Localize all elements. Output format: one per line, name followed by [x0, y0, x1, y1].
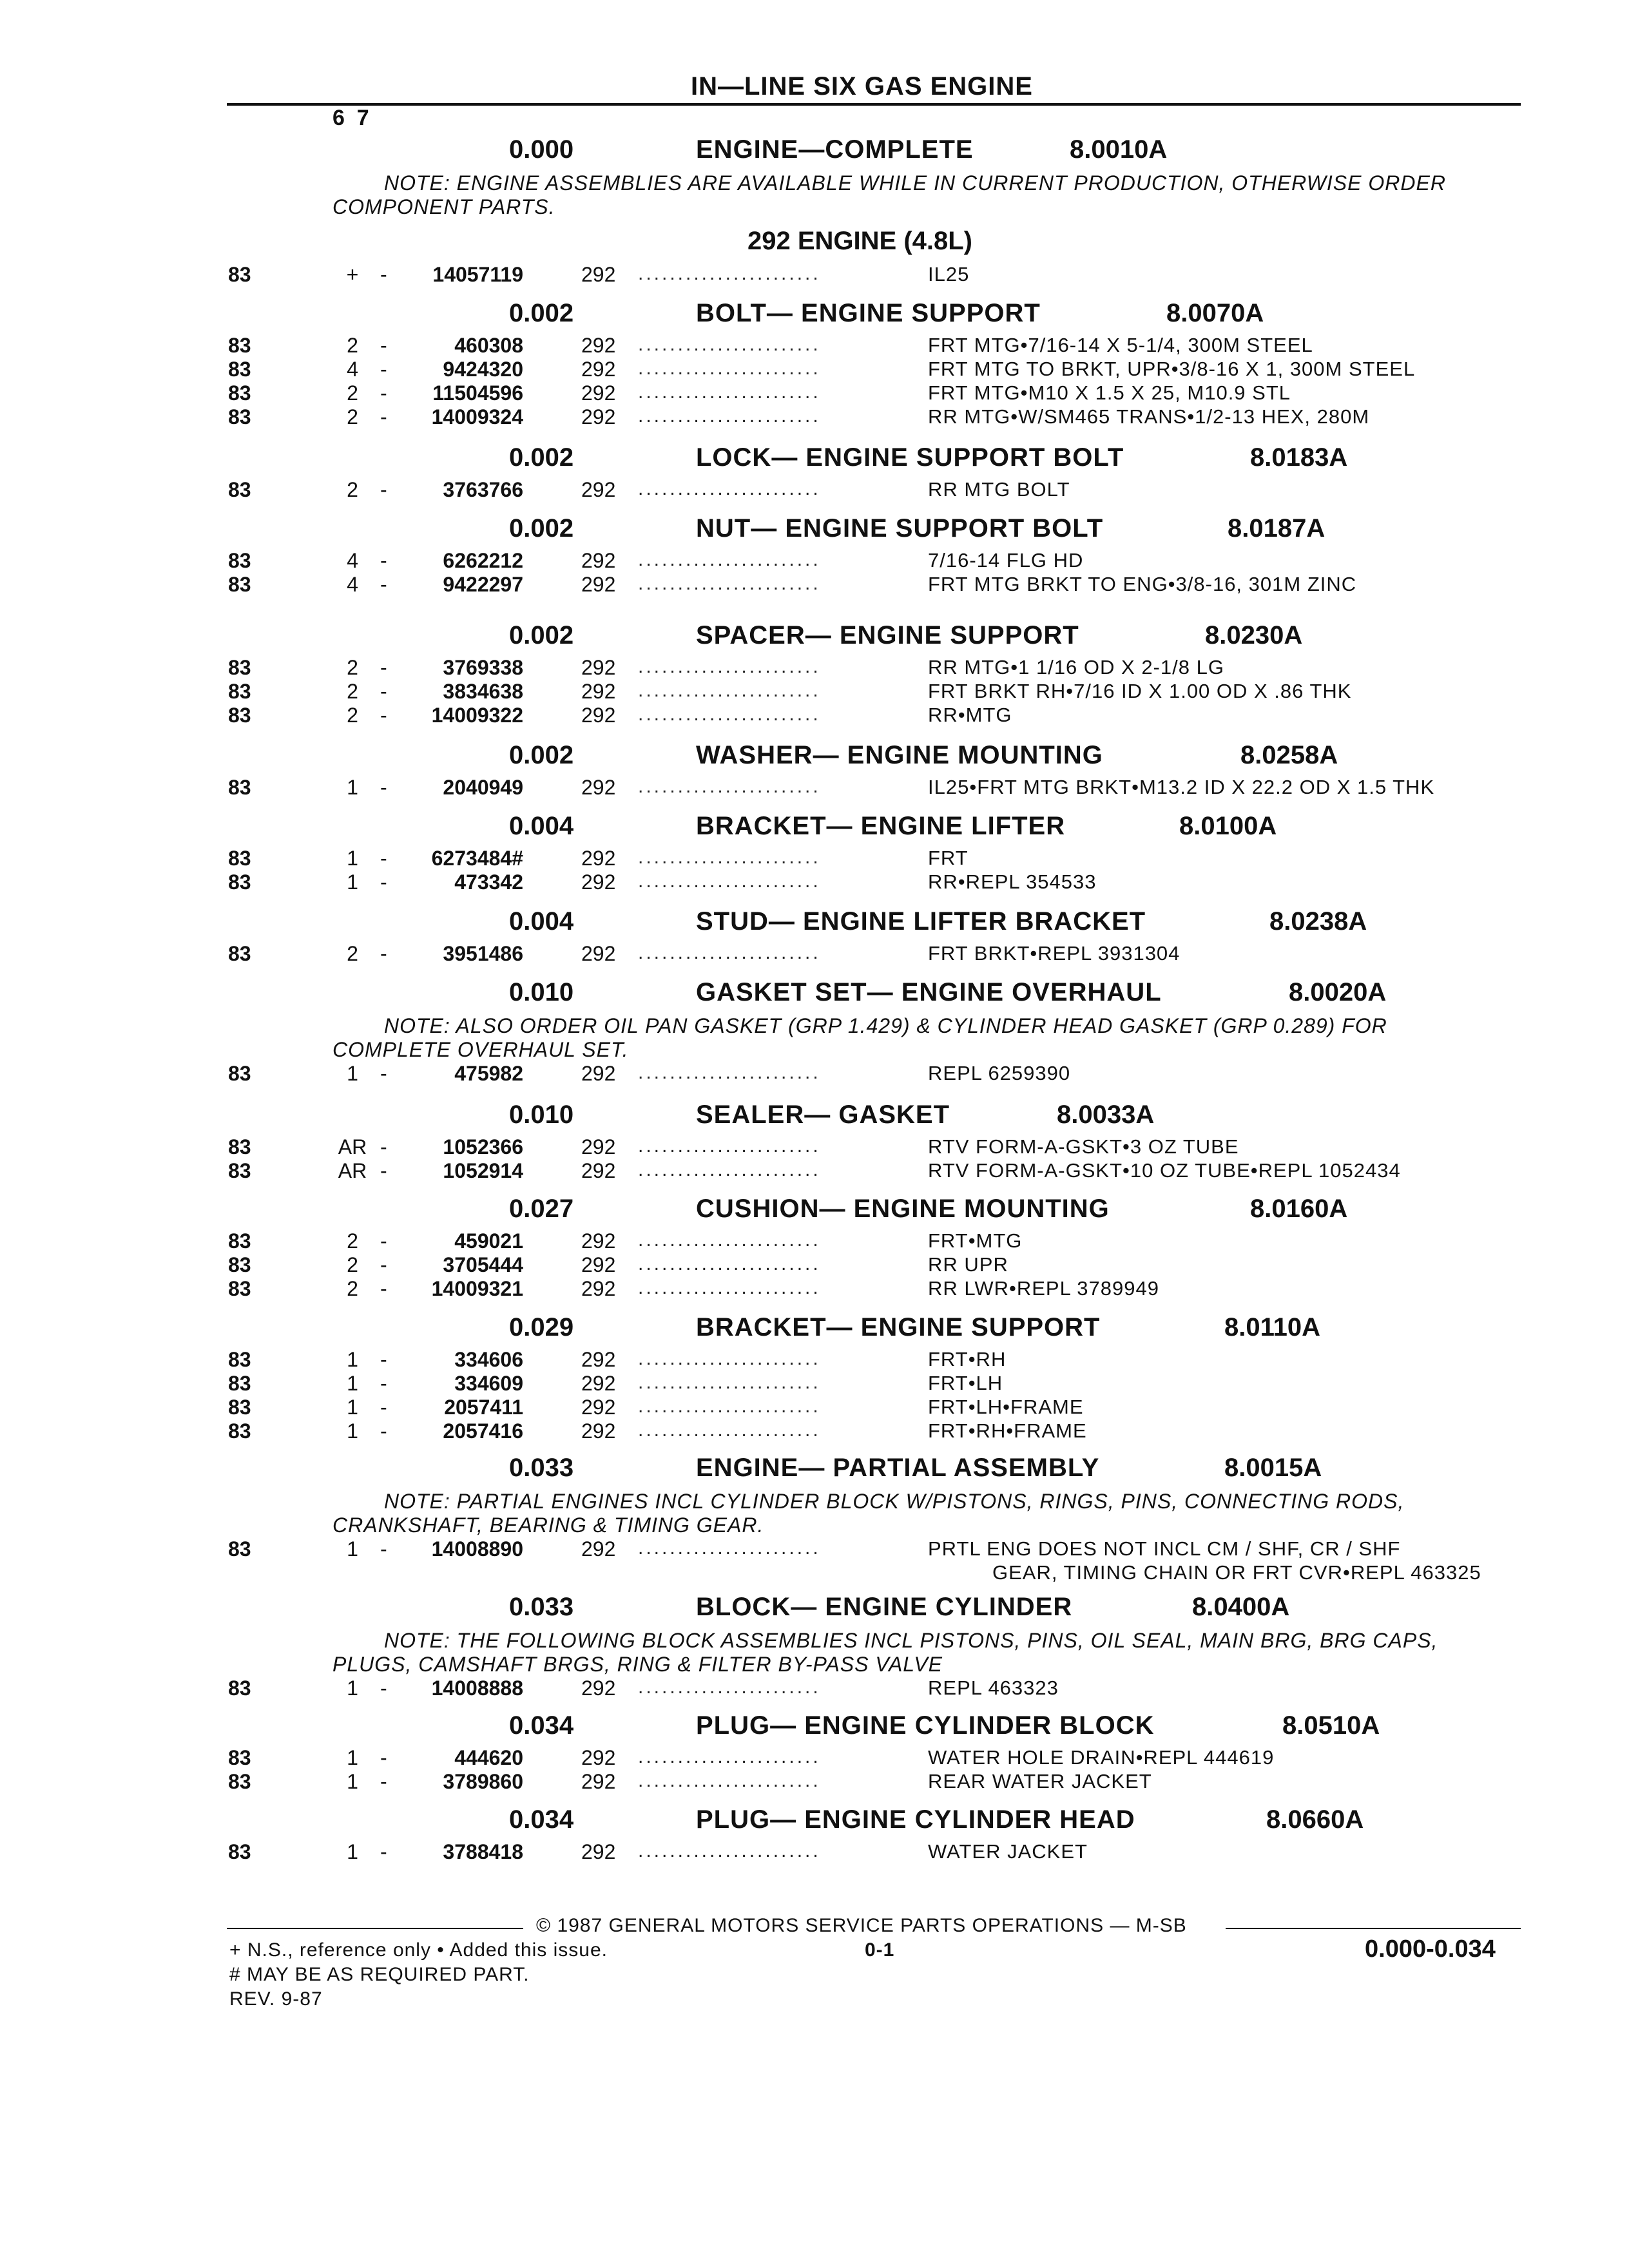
part-number: 459021: [454, 1229, 523, 1253]
group-name: CUSHION— ENGINE MOUNTING: [696, 1195, 1110, 1223]
group-reference: 0.027: [509, 1195, 574, 1223]
revision-date: REV. 9-87: [229, 1988, 323, 2010]
dot-leader: .......................: [638, 405, 821, 427]
group-note-line: NOTE: PARTIAL ENGINES INCL CYLINDER BLOCK W/PISTONS, RINGS, PINS, CONNECTING RODS,: [384, 1490, 1405, 1513]
group-code: 8.0187A: [1228, 514, 1325, 543]
part-description: RR LWR•REPL 3789949: [928, 1277, 1159, 1300]
part-description: WATER HOLE DRAIN•REPL 444619: [928, 1746, 1275, 1769]
engine-code: 292: [581, 1348, 616, 1371]
dot-leader: .......................: [638, 1537, 821, 1559]
dot-leader: .......................: [638, 870, 821, 892]
dash-separator: -: [380, 1135, 387, 1158]
engine-code: 292: [581, 870, 616, 894]
part-number: 14009324: [431, 405, 523, 428]
dash-separator: -: [380, 1253, 387, 1276]
part-number: 3769338: [443, 656, 523, 679]
group-name: ENGINE— PARTIAL ASSEMBLY: [696, 1454, 1100, 1482]
part-description: FRT BRKT•REPL 3931304: [928, 942, 1181, 965]
dash-separator: -: [380, 1419, 387, 1443]
dash-separator: -: [380, 704, 387, 727]
quantity: 1: [347, 1396, 358, 1419]
group-code: 8.0400A: [1192, 1593, 1290, 1621]
model-year: 83: [228, 870, 251, 894]
quantity: 1: [347, 847, 358, 870]
part-number: 3951486: [443, 942, 523, 965]
dot-leader: .......................: [638, 1372, 821, 1393]
engine-code: 292: [581, 1537, 616, 1561]
group-name: GASKET SET— ENGINE OVERHAUL: [696, 978, 1162, 1006]
group-name: NUT— ENGINE SUPPORT BOLT: [696, 514, 1104, 543]
dash-separator: -: [380, 776, 387, 799]
part-description: RTV FORM-A-GSKT•3 OZ TUBE: [928, 1135, 1239, 1158]
group-name: BLOCK— ENGINE CYLINDER: [696, 1593, 1073, 1621]
group-name: PLUG— ENGINE CYLINDER HEAD: [696, 1805, 1135, 1834]
model-year: 83: [228, 1253, 251, 1276]
group-name: BRACKET— ENGINE LIFTER: [696, 812, 1066, 840]
model-year: 83: [228, 1159, 251, 1182]
legend-not-serviced: + N.S., reference only • Added this issue.: [229, 1939, 608, 1961]
part-number: 334609: [454, 1372, 523, 1395]
part-number: 2057411: [444, 1396, 523, 1419]
part-description: IL25: [928, 263, 970, 285]
dot-leader: .......................: [638, 776, 821, 797]
dash-separator: -: [380, 1159, 387, 1182]
quantity: 2: [347, 381, 358, 405]
model-year: 83: [228, 1537, 251, 1561]
part-description: RR UPR: [928, 1253, 1008, 1276]
part-description: FRT•MTG: [928, 1229, 1023, 1252]
part-description: FRT•LH: [928, 1372, 1003, 1394]
model-year: 83: [228, 1062, 251, 1085]
quantity: 2: [347, 704, 358, 727]
group-reference: 0.002: [509, 621, 574, 649]
group-name: SEALER— GASKET: [696, 1100, 950, 1129]
part-description: WATER JACKET: [928, 1840, 1088, 1863]
model-year: 83: [228, 1229, 251, 1253]
quantity: 2: [347, 656, 358, 679]
dot-leader: .......................: [638, 847, 821, 868]
group-reference: 0.034: [509, 1711, 574, 1740]
group-reference: 0.002: [509, 514, 574, 543]
group-reference: 0.004: [509, 812, 574, 840]
part-number: 6273484#: [431, 847, 523, 870]
part-description: REPL 6259390: [928, 1062, 1071, 1084]
part-number: 6262212: [443, 549, 523, 572]
part-description: FRT MTG TO BRKT, UPR•3/8-16 X 1, 300M STEEL: [928, 358, 1416, 380]
engine-code: 292: [581, 1372, 616, 1395]
dash-separator: -: [380, 1677, 387, 1700]
part-description: GEAR, TIMING CHAIN OR FRT CVR•REPL 463325: [992, 1561, 1481, 1584]
dash-separator: -: [380, 870, 387, 894]
model-year: 83: [228, 847, 251, 870]
engine-code: 292: [581, 704, 616, 727]
dot-leader: .......................: [638, 1229, 821, 1251]
model-year: 83: [228, 1840, 251, 1863]
quantity: 1: [347, 1746, 358, 1769]
model-year: 83: [228, 1372, 251, 1395]
legend-as-required: # MAY BE AS REQUIRED PART.: [229, 1964, 530, 1985]
part-number: 460308: [454, 334, 523, 357]
quantity: 4: [347, 573, 358, 596]
dot-leader: .......................: [638, 1277, 821, 1298]
engine-code: 292: [581, 1677, 616, 1700]
dash-separator: -: [380, 1396, 387, 1419]
quantity: 2: [347, 1277, 358, 1300]
part-description: REPL 463323: [928, 1677, 1059, 1699]
engine-code: 292: [581, 1229, 616, 1253]
part-number: 2040949: [443, 776, 523, 799]
group-name: LOCK— ENGINE SUPPORT BOLT: [696, 443, 1124, 472]
quantity: 4: [347, 358, 358, 381]
part-number: 1052366: [443, 1135, 523, 1158]
part-number: 14009321: [431, 1277, 523, 1300]
model-year: 83: [228, 1419, 251, 1443]
model-year: 83: [228, 776, 251, 799]
group-reference: 0.004: [509, 907, 574, 936]
engine-code: 292: [581, 405, 616, 428]
part-description: REAR WATER JACKET: [928, 1770, 1152, 1792]
engine-code: 292: [581, 1396, 616, 1419]
dot-leader: .......................: [638, 656, 821, 677]
model-year: 83: [228, 478, 251, 501]
quantity: 1: [347, 1677, 358, 1700]
engine-code: 292: [581, 478, 616, 501]
model-year: 83: [228, 1135, 251, 1158]
dot-leader: .......................: [638, 573, 821, 594]
group-code: 8.0033A: [1057, 1100, 1155, 1129]
model-year: 83: [228, 381, 251, 405]
engine-code: 292: [581, 549, 616, 572]
quantity: 4: [347, 549, 358, 572]
quantity: 1: [347, 1062, 358, 1085]
engine-code: 292: [581, 1159, 616, 1182]
engine-code: 292: [581, 573, 616, 596]
group-code: 8.0100A: [1179, 812, 1277, 840]
part-number: 3705444: [443, 1253, 523, 1276]
part-number: 3834638: [443, 680, 523, 703]
quantity: 1: [347, 1348, 358, 1371]
group-note-line: NOTE: THE FOLLOWING BLOCK ASSEMBLIES INCL PISTONS, PINS, OIL SEAL, MAIN BRG, BRG CAPS,: [384, 1629, 1438, 1652]
part-number: 473342: [454, 870, 523, 894]
group-code: 8.0070A: [1166, 299, 1264, 327]
dash-separator: -: [380, 1348, 387, 1371]
group-reference: 0.002: [509, 443, 574, 472]
engine-code: 292: [581, 776, 616, 799]
quantity: 2: [347, 334, 358, 357]
part-description: FRT•RH•FRAME: [928, 1419, 1087, 1442]
model-year: 83: [228, 405, 251, 428]
part-description: PRTL ENG DOES NOT INCL CM / SHF, CR / SHF: [928, 1537, 1401, 1560]
dot-leader: .......................: [638, 358, 821, 379]
page-title: IN—LINE SIX GAS ENGINE: [691, 72, 1033, 101]
group-name: BOLT— ENGINE SUPPORT: [696, 299, 1041, 327]
dot-leader: .......................: [638, 1062, 821, 1083]
quantity: 2: [347, 680, 358, 703]
dot-leader: .......................: [638, 381, 821, 403]
group-note-line: CRANKSHAFT, BEARING & TIMING GEAR.: [333, 1514, 764, 1537]
group-code: 8.0510A: [1282, 1711, 1380, 1740]
dot-leader: .......................: [638, 1770, 821, 1791]
dot-leader: .......................: [638, 1840, 821, 1861]
part-description: RR MTG BOLT: [928, 478, 1070, 501]
dot-leader: .......................: [638, 942, 821, 963]
quantity: +: [346, 263, 359, 286]
dash-separator: -: [380, 358, 387, 381]
engine-code: 292: [581, 334, 616, 357]
dash-separator: -: [380, 1770, 387, 1793]
dash-separator: -: [380, 405, 387, 428]
part-description: FRT MTG•7/16-14 X 5-1/4, 300M STEEL: [928, 334, 1313, 356]
dot-leader: .......................: [638, 1159, 821, 1180]
dot-leader: .......................: [638, 1348, 821, 1369]
model-year: 83: [228, 1396, 251, 1419]
quantity: 1: [347, 1770, 358, 1793]
model-year: 83: [228, 942, 251, 965]
quantity: 2: [347, 478, 358, 501]
group-name: PLUG— ENGINE CYLINDER BLOCK: [696, 1711, 1155, 1740]
part-description: RR•MTG: [928, 704, 1012, 726]
engine-code: 292: [581, 847, 616, 870]
part-number: 14008888: [431, 1677, 523, 1700]
dash-separator: -: [380, 1537, 387, 1561]
engine-code: 292: [581, 942, 616, 965]
quantity: 2: [347, 942, 358, 965]
dot-leader: .......................: [638, 549, 821, 570]
model-year: 83: [228, 1277, 251, 1300]
dot-leader: .......................: [638, 1396, 821, 1417]
group-reference: 0.010: [509, 978, 574, 1006]
quantity: 1: [347, 1840, 358, 1863]
group-reference: 0.034: [509, 1805, 574, 1834]
model-year: 83: [228, 358, 251, 381]
part-description: RR MTG•1 1/16 OD X 2-1/8 LG: [928, 656, 1224, 678]
part-number: 475982: [454, 1062, 523, 1085]
engine-code: 292: [581, 263, 616, 286]
group-reference: 0.000: [509, 135, 574, 164]
quantity: 1: [347, 776, 358, 799]
dash-separator: -: [380, 1372, 387, 1395]
engine-code: 292: [581, 1840, 616, 1863]
model-year: 83: [228, 263, 251, 286]
dash-separator: -: [380, 1840, 387, 1863]
dash-separator: -: [380, 478, 387, 501]
dash-separator: -: [380, 334, 387, 357]
page-number: 0-1: [865, 1939, 895, 1961]
model-year: 83: [228, 656, 251, 679]
header-rule: [227, 103, 1521, 106]
group-code: 8.0020A: [1289, 978, 1387, 1006]
part-number: 14008890: [431, 1537, 523, 1561]
part-description: RTV FORM-A-GSKT•10 OZ TUBE•REPL 1052434: [928, 1159, 1401, 1182]
group-code: 8.0010A: [1070, 135, 1168, 164]
model-year: 83: [228, 1348, 251, 1371]
part-number: 14057119: [432, 263, 523, 286]
part-description: FRT: [928, 847, 969, 869]
group-reference: 0.010: [509, 1100, 574, 1129]
part-description: FRT•RH: [928, 1348, 1007, 1370]
group-name: WASHER— ENGINE MOUNTING: [696, 741, 1103, 769]
group-reference: 0.033: [509, 1454, 574, 1482]
engine-subheading: 292 ENGINE (4.8L): [747, 227, 973, 255]
group-reference: 0.002: [509, 299, 574, 327]
copyright-line: © 1987 GENERAL MOTORS SERVICE PARTS OPERATIONS — M-SB: [536, 1915, 1187, 1936]
group-code: 8.0183A: [1250, 443, 1348, 472]
dot-leader: .......................: [638, 1746, 821, 1767]
engine-code: 292: [581, 1277, 616, 1300]
dash-separator: -: [380, 1277, 387, 1300]
quantity: 1: [347, 1537, 358, 1561]
part-number: 9424320: [443, 358, 523, 381]
dash-separator: -: [380, 1229, 387, 1253]
dot-leader: .......................: [638, 1135, 821, 1157]
part-number: 9422297: [443, 573, 523, 596]
group-code: 8.0110A: [1224, 1313, 1321, 1341]
group-name: STUD— ENGINE LIFTER BRACKET: [696, 907, 1146, 936]
group-note-line: COMPONENT PARTS.: [333, 195, 555, 218]
part-number: 11504596: [432, 381, 523, 405]
engine-code: 292: [581, 1770, 616, 1793]
group-reference: 0.002: [509, 741, 574, 769]
dot-leader: .......................: [638, 263, 821, 284]
group-code: 8.0238A: [1269, 907, 1367, 936]
group-reference: 0.029: [509, 1313, 574, 1341]
group-code: 8.0015A: [1224, 1454, 1322, 1482]
dot-leader: .......................: [638, 1677, 821, 1698]
engine-code: 292: [581, 358, 616, 381]
quantity: 1: [347, 1419, 358, 1443]
part-description: 7/16-14 FLG HD: [928, 549, 1084, 572]
part-number: 3789860: [443, 1770, 523, 1793]
model-year: 83: [228, 549, 251, 572]
page-range: 0.000-0.034: [1365, 1936, 1496, 1963]
engine-code: 292: [581, 1746, 616, 1769]
group-note-line: NOTE: ALSO ORDER OIL PAN GASKET (GRP 1.429) & CYLINDER HEAD GASKET (GRP 0.289) FOR: [384, 1014, 1387, 1037]
engine-code: 292: [581, 680, 616, 703]
dot-leader: .......................: [638, 478, 821, 499]
model-year: 83: [228, 1770, 251, 1793]
quantity: AR: [338, 1159, 367, 1182]
dash-separator: -: [380, 1062, 387, 1085]
quantity: 2: [347, 405, 358, 428]
footer-rule-right: [1226, 1928, 1521, 1929]
dash-separator: -: [380, 942, 387, 965]
part-number: 444620: [454, 1746, 523, 1769]
quantity: 1: [347, 870, 358, 894]
part-description: FRT•LH•FRAME: [928, 1396, 1084, 1418]
engine-code: 292: [581, 1062, 616, 1085]
group-name: ENGINE—COMPLETE: [696, 135, 974, 164]
group-name: BRACKET— ENGINE SUPPORT: [696, 1313, 1101, 1341]
model-year: 83: [228, 334, 251, 357]
part-description: IL25•FRT MTG BRKT•M13.2 ID X 22.2 OD X 1.5 THK: [928, 776, 1435, 798]
dash-separator: -: [380, 549, 387, 572]
engine-code: 292: [581, 1253, 616, 1276]
part-number: 14009322: [431, 704, 523, 727]
group-code: 8.0660A: [1266, 1805, 1364, 1834]
model-year: 83: [228, 1746, 251, 1769]
dash-separator: -: [380, 656, 387, 679]
part-description: RR•REPL 354533: [928, 870, 1097, 893]
part-number: 334606: [454, 1348, 523, 1371]
group-name: SPACER— ENGINE SUPPORT: [696, 621, 1079, 649]
dash-separator: -: [380, 680, 387, 703]
footer-rule-left: [227, 1928, 523, 1929]
engine-code: 292: [581, 1419, 616, 1443]
engine-code: 292: [581, 1135, 616, 1158]
model-year: 83: [228, 573, 251, 596]
group-code: 8.0230A: [1205, 621, 1303, 649]
dot-leader: .......................: [638, 334, 821, 355]
dash-separator: -: [380, 1746, 387, 1769]
group-note-line: NOTE: ENGINE ASSEMBLIES ARE AVAILABLE WHILE IN CURRENT PRODUCTION, OTHERWISE ORDER: [384, 171, 1446, 195]
quantity: 2: [347, 1229, 358, 1253]
quantity: AR: [338, 1135, 367, 1158]
group-reference: 0.033: [509, 1593, 574, 1621]
model-year: 83: [228, 1677, 251, 1700]
part-number: 2057416: [443, 1419, 523, 1443]
dot-leader: .......................: [638, 1419, 821, 1441]
part-description: FRT MTG BRKT TO ENG•3/8-16, 301M ZINC: [928, 573, 1357, 595]
engine-code: 292: [581, 381, 616, 405]
dash-separator: -: [380, 573, 387, 596]
quantity: 2: [347, 1253, 358, 1276]
dot-leader: .......................: [638, 680, 821, 701]
part-description: RR MTG•W/SM465 TRANS•1/2-13 HEX, 280M: [928, 405, 1370, 428]
dash-separator: -: [380, 263, 387, 286]
part-number: 3763766: [443, 478, 523, 501]
dot-leader: .......................: [638, 704, 821, 725]
part-number: 3788418: [443, 1840, 523, 1863]
quantity: 1: [347, 1372, 358, 1395]
engine-code: 292: [581, 656, 616, 679]
group-code: 8.0258A: [1240, 741, 1338, 769]
group-note-line: PLUGS, CAMSHAFT BRGS, RING & FILTER BY-PASS VALVE: [333, 1653, 943, 1676]
part-description: FRT BRKT RH•7/16 ID X 1.00 OD X .86 THK: [928, 680, 1352, 702]
model-year: 83: [228, 704, 251, 727]
dash-separator: -: [380, 847, 387, 870]
group-code: 8.0160A: [1250, 1195, 1348, 1223]
column-numbers: 6 7: [333, 106, 369, 130]
dot-leader: .......................: [638, 1253, 821, 1274]
part-number: 1052914: [443, 1159, 523, 1182]
model-year: 83: [228, 680, 251, 703]
group-note-line: COMPLETE OVERHAUL SET.: [333, 1038, 629, 1061]
part-description: FRT MTG•M10 X 1.5 X 25, M10.9 STL: [928, 381, 1291, 404]
dash-separator: -: [380, 381, 387, 405]
